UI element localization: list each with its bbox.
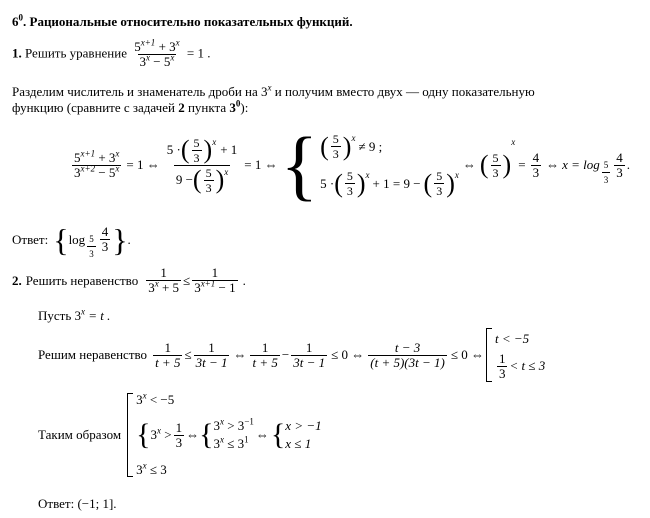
task1-number: 1. xyxy=(12,45,22,61)
task1-eq: = 1 . xyxy=(186,45,211,61)
th-u1: x > −1 xyxy=(285,418,322,433)
task2-statement xyxy=(12,266,246,295)
th-fd: 3 xyxy=(175,434,183,450)
th-r3: 3 xyxy=(136,462,143,477)
t1-d3: 3 xyxy=(139,54,147,69)
chain1-eq2: = 1 ⇔ xyxy=(244,157,278,172)
answer2-value: (−1; 1]. xyxy=(77,496,117,511)
inner-brace: { xyxy=(136,418,151,451)
task1-fraction xyxy=(132,37,181,69)
c1-f2-5dot: 5 · xyxy=(166,142,181,157)
c1-f1n: 5 xyxy=(74,149,81,165)
para1-line1: Разделим числитель и знаменатель дроби на 3 xyxy=(12,84,268,99)
th-t2: 3 xyxy=(213,436,220,451)
s-f2d: 3t − 1 xyxy=(195,354,228,370)
answer-2 xyxy=(38,496,117,512)
frac-5-3: $\frac{5}{3}$ xyxy=(492,150,499,180)
c1-f1n2-sup: x xyxy=(115,148,120,159)
union-row2: < t ≤ 3 xyxy=(509,358,546,373)
solve-text: Решим неравенство xyxy=(38,347,148,362)
chain1-system: ( $\frac{5}{3}$ ) x ≠ 9 ; 5 · ( $\frac{5}{3}$ ) x + 1 = 9 − ( $\frac{5}{3}$ ) x xyxy=(320,131,459,198)
frac-5-3: $\frac{5}{3}$ xyxy=(332,132,339,161)
answer-1 xyxy=(12,218,131,261)
answer1-frac xyxy=(100,225,111,254)
th-r1-sup: x xyxy=(142,390,147,401)
c1-sys-r1: ≠ 9 ; xyxy=(358,138,383,154)
t2-f2n: 1 xyxy=(211,265,219,280)
task2-dot: . xyxy=(242,272,246,288)
chain1-iff4: ⇔ xyxy=(546,157,560,172)
th-r1: 3 xyxy=(136,392,143,407)
c1-f1d-sup: x+2 xyxy=(80,163,96,174)
th-s1-sup: x xyxy=(156,425,161,436)
th-iff: ⇔ xyxy=(186,427,200,442)
th-sys1 xyxy=(213,417,253,453)
inner-brace: { xyxy=(199,418,214,451)
para1-line2: функцию (сравните с задачей xyxy=(12,100,179,115)
t1-dminus: − 5 xyxy=(150,54,171,69)
task1-statement xyxy=(12,37,211,69)
s-f3n: 1 xyxy=(261,339,269,355)
third-d: 3 xyxy=(498,365,506,381)
let-rest: = t . xyxy=(85,308,111,323)
answer1-dot: . xyxy=(127,231,131,247)
solution-chain-1: $\frac{5^{x+1} + 3^x}{3^{x+2} - 5^x}$ = 1 ⇔ 5 · ( $\frac{5}{3}$ ) x + 1 9 − ( $\frac{5}{3}$ ) x = 1 ⇔ { ( $\frac{5}{3}$ ) x ≠ 9 ; 5 · ( $\frac{5}{3}$ ) x + 1 = 9 − ( $\frac{5}{3}$ ) x ⇔ ( $\frac{5}{3}$ ) x = $\frac{4}{3}$ ⇔ x = log $\frac{5}{3}$ $\frac{4}{3}$ . xyxy=(74,121,630,208)
solve-union xyxy=(495,330,545,381)
t2-f2d: 3 xyxy=(194,280,201,295)
task2-frac2 xyxy=(192,266,237,295)
substitution-line xyxy=(38,308,110,324)
paren-open: ( xyxy=(320,131,329,161)
th-r3-sup: x xyxy=(142,460,147,471)
paren-close: ) xyxy=(446,168,455,198)
th-sys2 xyxy=(285,417,321,453)
solve-frac5 xyxy=(368,341,447,370)
union-row1: t < −5 xyxy=(494,330,530,346)
c1-f1n2: + 3 xyxy=(95,149,116,165)
paren-open: ( xyxy=(423,168,433,198)
c1-f2-plus1: + 1 xyxy=(220,142,238,157)
s-f1n: 1 xyxy=(164,339,171,355)
paren-open: ( xyxy=(192,165,202,194)
solve-iff1: ⇔ xyxy=(233,347,247,362)
th-s1: 3 xyxy=(150,427,157,442)
c1-f1d2: − 5 xyxy=(95,164,116,180)
thus-union xyxy=(136,391,322,479)
t2-f2d-sup: x+1 xyxy=(200,278,216,289)
paren-open: ( xyxy=(479,150,489,179)
answer1-label: Ответ: xyxy=(12,231,49,247)
para1-mid: пункта xyxy=(184,100,230,115)
paren-close: ) xyxy=(215,165,225,194)
set-brace-close: } xyxy=(112,221,128,258)
t1-n5: 5 xyxy=(134,39,141,54)
task2-frac1 xyxy=(146,266,181,295)
frac-5-3: $\frac{5}{3}$ xyxy=(346,169,353,198)
th-u2: x ≤ 1 xyxy=(285,436,312,451)
paragraph-1 xyxy=(12,84,640,116)
paren-open: ( xyxy=(180,135,190,164)
solve-frac3 xyxy=(250,341,279,370)
s-f5n: t − 3 xyxy=(394,339,421,355)
s-f3d: t + 5 xyxy=(252,354,278,370)
paren-open: ( xyxy=(334,168,343,198)
th-fn: 1 xyxy=(175,419,183,435)
section-heading xyxy=(12,14,353,30)
th-t1-sup2: −1 xyxy=(244,416,254,427)
chain1-log-arg: $\frac{4}{3}$ xyxy=(616,149,623,180)
system-brace: { xyxy=(280,121,319,208)
th-r3-rest: ≤ 3 xyxy=(146,462,167,477)
a1-d: 3 xyxy=(101,239,109,254)
solve-line xyxy=(38,326,545,384)
th-t1: 3 xyxy=(213,418,220,433)
th-t2-sup2: 1 xyxy=(244,434,249,445)
th-iff2: ⇔ xyxy=(255,427,269,442)
para1-end: ): xyxy=(240,100,249,115)
thus-line xyxy=(38,392,322,478)
task2-le: ≤ xyxy=(183,272,191,288)
c1-sys-r2a: 5 · xyxy=(320,175,335,191)
heading-title: . Рациональные относительно показательных функций. xyxy=(23,14,353,29)
chain1-res-frac xyxy=(531,151,542,180)
a1-n: 4 xyxy=(101,224,109,239)
answer1-log: log xyxy=(68,231,86,247)
chain1-xeq: x = log xyxy=(562,157,600,172)
c1-f1n-sup: x+1 xyxy=(80,148,96,159)
para1-bold2: 2 xyxy=(178,100,185,115)
para1-sup0: 0 xyxy=(235,98,241,109)
t1-n3-sup: x xyxy=(175,37,180,48)
c1-res-n: 4 xyxy=(532,149,540,165)
let-text: Пусть 3 xyxy=(38,308,82,323)
task2-text: Решить неравенство xyxy=(25,272,139,288)
union-bracket xyxy=(486,328,492,382)
t2-f1d-sup: x xyxy=(154,278,159,289)
th-s1-rest: > xyxy=(160,427,172,442)
c1-f2-9minus: 9 − xyxy=(175,172,193,187)
c1-res-d: 3 xyxy=(532,164,540,180)
paren-close: ) xyxy=(356,168,366,198)
answer2-label: Ответ: xyxy=(38,496,75,511)
solve-le0b: ≤ 0 ⇔ xyxy=(450,347,484,362)
chain1-eq-res: = xyxy=(518,157,526,172)
chain1-fraction1 xyxy=(72,148,121,180)
chain1-iff3: ⇔ xyxy=(462,157,476,172)
s-f4n: 1 xyxy=(305,339,313,355)
th-t2-sup: x xyxy=(219,434,224,445)
solve-frac1 xyxy=(153,341,182,370)
t1-n5-sup: x+1 xyxy=(140,37,156,48)
solve-frac4 xyxy=(291,341,327,370)
s-f4d: 3t − 1 xyxy=(293,354,326,370)
t2-f1d-rest: + 5 xyxy=(158,280,180,295)
heading-number: 6 xyxy=(12,14,19,29)
frac-5-3: $\frac{5}{3}$ xyxy=(193,135,200,165)
thus-label: Таким образом xyxy=(38,427,122,442)
paren-close: ) xyxy=(502,150,512,179)
th-t1-rest: > 3 xyxy=(223,418,245,433)
c1-sys-r2b: + 1 = 9 − xyxy=(372,175,421,191)
frac-5-3: $\frac{5}{3}$ xyxy=(205,165,212,195)
solve-le1: ≤ xyxy=(184,347,192,362)
t2-f1n: 1 xyxy=(160,265,167,280)
let-sup: x xyxy=(81,306,86,317)
s-f2n: 1 xyxy=(208,339,215,355)
t2-f2d-rest: − 1 xyxy=(215,280,236,295)
chain1-fraction2: 5 · ( $\frac{5}{3}$ ) x + 1 9 − ( $\frac{5}{3}$ ) x xyxy=(166,135,238,195)
frac-5-3: $\frac{5}{3}$ xyxy=(436,169,443,198)
solve-frac2 xyxy=(194,341,230,370)
solve-le0: ≤ 0 ⇔ xyxy=(331,347,365,362)
t1-nplus: + 3 xyxy=(155,39,176,54)
s-f5d: (t + 5)(3t − 1) xyxy=(370,354,445,370)
set-brace-open: { xyxy=(53,221,69,258)
task1-text: Решить уравнение xyxy=(25,45,127,61)
heading-sup: 0 xyxy=(18,12,23,23)
union-third xyxy=(497,352,508,381)
s-f1d: t + 5 xyxy=(155,354,181,370)
chain1-end: . xyxy=(626,157,630,172)
th-frac xyxy=(174,421,185,450)
c1-f1d: 3 xyxy=(74,164,81,180)
t1-d3-sup: x xyxy=(146,52,151,63)
th-t1-sup: x xyxy=(219,416,224,427)
c1-f1d2-sup: x xyxy=(115,163,120,174)
task2-number: 2. xyxy=(12,272,22,288)
para1-line1-rest: и получим вместо двух — одну показательную xyxy=(271,84,535,99)
log-base: $\frac{5}{3}$ xyxy=(603,159,609,185)
third-n: 1 xyxy=(498,350,506,366)
para1-sup: x xyxy=(267,82,272,93)
chain1-eq1: = 1 ⇔ xyxy=(126,157,160,172)
paren-close: ) xyxy=(342,131,352,161)
solve-minus: − xyxy=(281,347,290,362)
para1-bold3: 3 xyxy=(229,100,236,115)
thus-union-bracket xyxy=(127,393,133,477)
th-t2-rest: ≤ 3 xyxy=(223,436,245,451)
t2-f1d: 3 xyxy=(148,280,155,295)
inner-brace: { xyxy=(270,418,286,451)
paren-close: ) xyxy=(203,135,213,164)
answer1-log-base: $\frac{5}{3}$ xyxy=(89,234,94,259)
th-r1-rest: < −5 xyxy=(146,392,175,407)
t1-d5-sup: x xyxy=(170,52,175,63)
